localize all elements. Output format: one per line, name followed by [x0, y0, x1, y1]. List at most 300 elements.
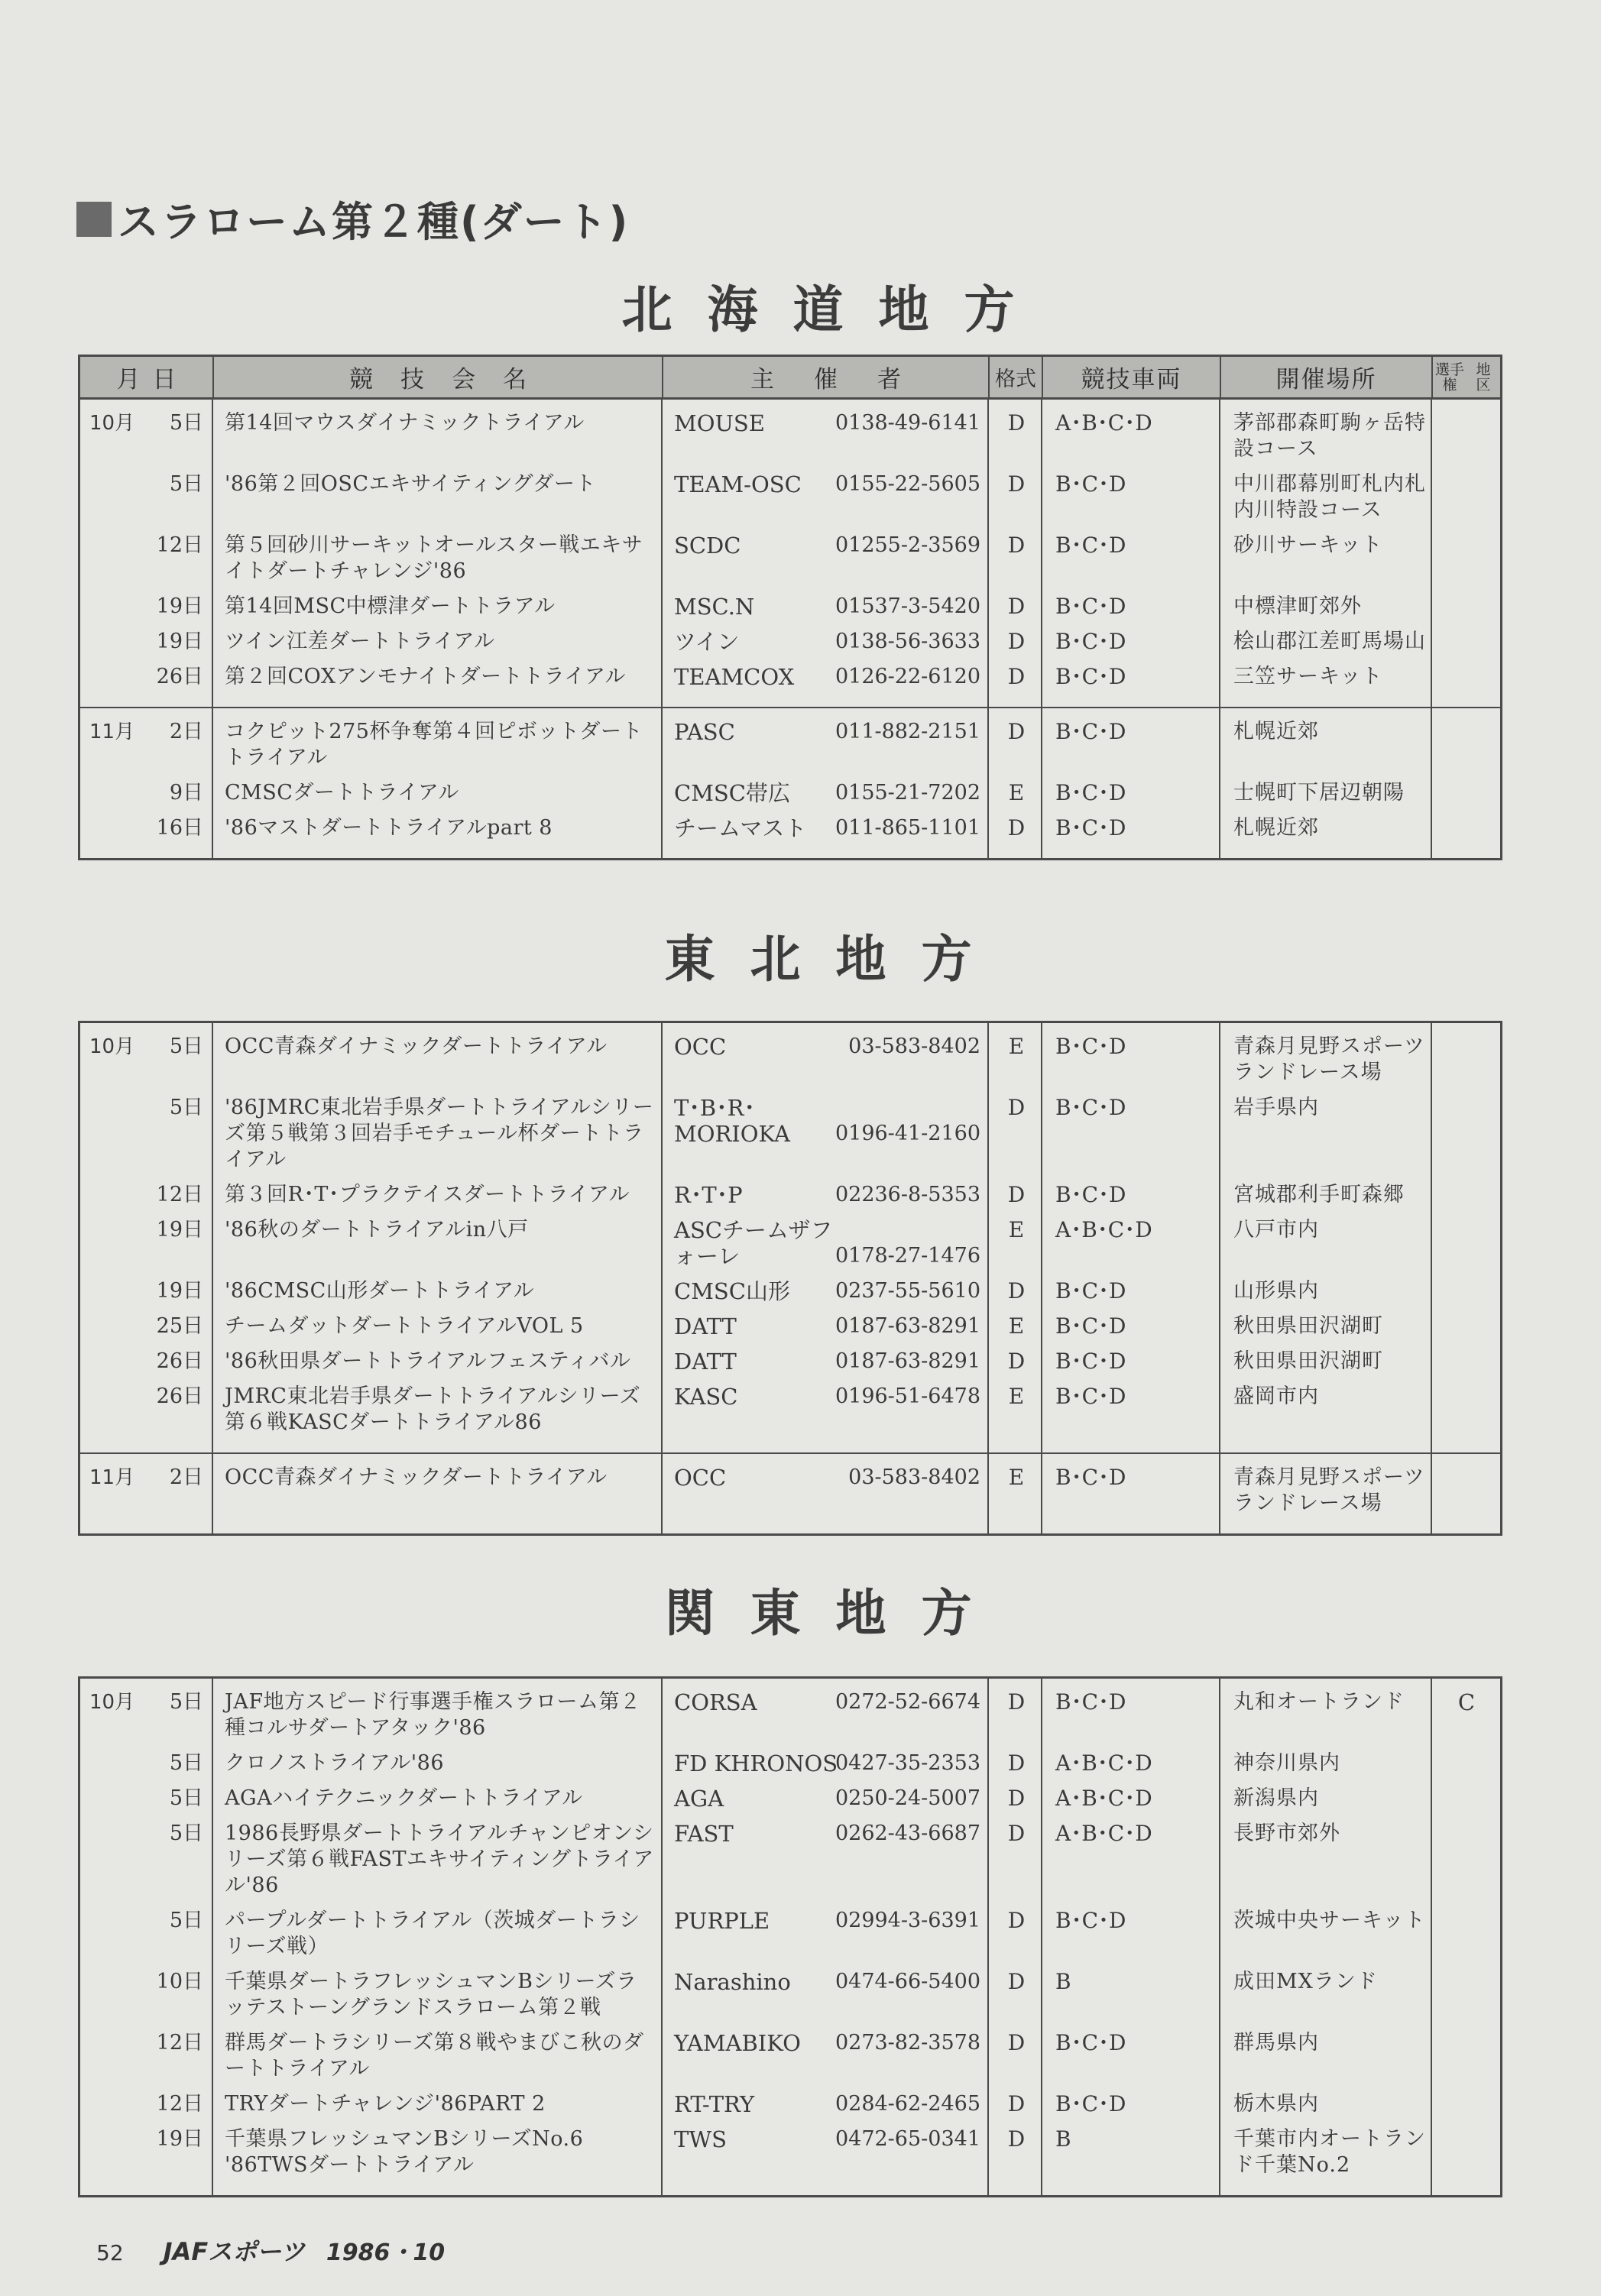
- venue: 新潟県内: [1233, 1786, 1319, 1810]
- organizer-phone: 03-583-8402: [848, 1035, 980, 1058]
- page-footer: [96, 2233, 445, 2268]
- table-row: [80, 410, 1500, 462]
- venue: 中川郡幕別町札内札内川特設コース: [1233, 472, 1426, 522]
- championship-region: [1433, 1821, 1500, 1899]
- event-format: D: [1007, 2030, 1026, 2055]
- championship-region: [1433, 1384, 1500, 1436]
- event-day: 5日: [169, 1786, 203, 1810]
- table-row: [80, 1786, 1500, 1812]
- organizer-cell: [663, 2091, 990, 2117]
- vehicle-classes: B･C･D: [1055, 1034, 1126, 1059]
- vehicle-classes: A･B･C･D: [1055, 1786, 1152, 1811]
- organizer-cell: [663, 1786, 990, 1812]
- venue: 三笠サーキット: [1233, 665, 1383, 688]
- organizer-phone: 0472-65-0341: [835, 2127, 980, 2151]
- organizer-phone: 0250-24-5007: [835, 1786, 980, 1810]
- event-month: 11月: [89, 1466, 135, 1489]
- event-day: 16日: [156, 816, 203, 840]
- event-day: 2日: [169, 720, 203, 743]
- event-name: TRYダートチャレンジ'86PART 2: [225, 2092, 546, 2116]
- organizer-name: CMSC山形: [674, 1278, 790, 1304]
- organizer-phone: 0138-56-3633: [835, 630, 980, 653]
- event-format: D: [1007, 1182, 1026, 1207]
- championship-region: [1433, 1465, 1500, 1517]
- organizer-cell: [663, 780, 990, 806]
- table-row: [80, 664, 1500, 690]
- event-format: D: [1007, 1821, 1026, 1846]
- table-row: [80, 533, 1500, 585]
- organizer-name: TWS: [674, 2126, 728, 2152]
- event-name: ツイン江差ダートトライアル: [225, 630, 495, 653]
- venue: 千葉市内オートランド千葉No.2: [1233, 2127, 1426, 2177]
- table-body: [80, 400, 1500, 858]
- organizer-name: DATT: [674, 1349, 737, 1375]
- vehicle-classes: B･C･D: [1055, 594, 1126, 619]
- organizer-phone: 0427-35-2353: [835, 1751, 980, 1775]
- organizer-cell: [663, 1278, 990, 1304]
- organizer-phone: 011-865-1101: [835, 816, 980, 840]
- venue: 長野市郊外: [1233, 1822, 1340, 1845]
- event-name: 第３回R･T･プラクテイスダートトライアル: [225, 1183, 630, 1206]
- table-body: [80, 1023, 1500, 1533]
- table-row: [80, 1217, 1500, 1269]
- championship-region: [1433, 2091, 1500, 2117]
- event-format: E: [1008, 1465, 1025, 1490]
- venue: 丸和オートランド: [1233, 1690, 1405, 1714]
- event-month: [80, 1969, 149, 2021]
- organizer-phone: 0474-66-5400: [835, 1970, 980, 1993]
- organizer-phone: 02236-8-5353: [835, 1183, 980, 1206]
- championship-region: [1433, 815, 1500, 841]
- vehicle-classes: B･C･D: [1055, 1313, 1126, 1339]
- table-row: [80, 1689, 1500, 1741]
- event-day: 12日: [156, 2031, 203, 2055]
- table-row: [80, 719, 1500, 771]
- vehicle-classes: B･C･D: [1055, 1689, 1126, 1715]
- table-header: [80, 357, 1505, 400]
- table-row: [80, 2091, 1500, 2117]
- championship-region: [1433, 533, 1500, 585]
- vehicle-classes: A･B･C･D: [1055, 1217, 1152, 1242]
- event-day: 2日: [169, 1465, 203, 1489]
- event-format: D: [1007, 719, 1026, 744]
- vehicle-classes: B･C･D: [1055, 471, 1126, 497]
- venue: 秋田県田沢湖町: [1233, 1349, 1383, 1373]
- championship-region: [1433, 1349, 1500, 1375]
- organizer-phone: 0196-41-2160: [835, 1122, 980, 1145]
- table-row: [80, 1969, 1500, 2021]
- event-format: D: [1007, 1349, 1026, 1374]
- event-format: E: [1008, 1313, 1025, 1339]
- event-day: 5日: [169, 1096, 203, 1119]
- venue: 札幌近郊: [1233, 816, 1319, 840]
- event-month: [80, 2126, 149, 2178]
- vehicle-classes: B･C･D: [1055, 815, 1126, 840]
- championship-region: [1433, 1786, 1500, 1812]
- table-row: [80, 1384, 1500, 1436]
- organizer-phone: 0273-82-3578: [835, 2031, 980, 2055]
- venue: 青森月見野スポーツランドレース場: [1233, 1465, 1425, 1515]
- event-day: 5日: [169, 472, 203, 496]
- month-group: [80, 1454, 1500, 1533]
- event-format: D: [1007, 1095, 1026, 1120]
- event-name: チームダットダートトライアルVOL 5: [225, 1314, 584, 1338]
- venue: 群馬県内: [1233, 2031, 1319, 2055]
- page-number: 52: [96, 2240, 124, 2265]
- organizer-cell: [663, 1908, 990, 1960]
- event-day: 19日: [156, 1218, 203, 1242]
- organizer-cell: [663, 1750, 990, 1776]
- event-format: D: [1007, 629, 1026, 654]
- event-month: [80, 2091, 149, 2117]
- vehicle-classes: B･C･D: [1055, 664, 1126, 689]
- event-day: 19日: [156, 630, 203, 653]
- event-name: AGAハイテクニックダートトライアル: [225, 1786, 583, 1810]
- event-name: 千葉県フレッシュマンBシリーズNo.6 '86TWSダートトライアル: [225, 2127, 584, 2177]
- venue: 栃木県内: [1233, 2092, 1319, 2116]
- event-name: '86CMSC山形ダートトライアル: [225, 1279, 535, 1303]
- schedule-table-kanto: [78, 1676, 1502, 2197]
- event-format: D: [1007, 664, 1026, 689]
- month-group: [80, 708, 1500, 858]
- championship-region: [1433, 2030, 1500, 2082]
- organizer-cell: [663, 1182, 990, 1208]
- event-day: 12日: [156, 2092, 203, 2116]
- organizer-name: TEAM-OSC: [674, 471, 802, 497]
- organizer-cell: [663, 815, 990, 841]
- venue: 岩手県内: [1233, 1096, 1319, 1119]
- championship-region: [1433, 719, 1500, 771]
- vehicle-classes: A･B･C･D: [1055, 1750, 1152, 1776]
- organizer-cell: [663, 410, 990, 462]
- event-name: OCC青森ダイナミックダートトライアル: [225, 1035, 608, 1058]
- event-day: 5日: [169, 1822, 203, 1845]
- table-row: [80, 1034, 1500, 1086]
- championship-region: [1433, 629, 1500, 655]
- table-row: [80, 1278, 1500, 1304]
- championship-region: [1433, 410, 1500, 462]
- venue: 桧山郡江差町馬場山: [1233, 630, 1426, 653]
- vehicle-classes: B･C･D: [1055, 1465, 1126, 1490]
- organizer-phone: 011-882-2151: [835, 720, 980, 743]
- organizer-name: FAST: [674, 1821, 734, 1847]
- event-month: [80, 1349, 149, 1375]
- table-row: [80, 780, 1500, 806]
- event-day: 19日: [156, 594, 203, 618]
- table-row: [80, 629, 1500, 655]
- vehicle-classes: B･C･D: [1055, 1349, 1126, 1374]
- venue: 成田MXランド: [1233, 1970, 1378, 1993]
- organizer-name: Narashino: [674, 1969, 791, 1995]
- championship-region: [1433, 1278, 1500, 1304]
- schedule-table-hokkaido: [78, 355, 1505, 860]
- schedule-table-tohoku: [78, 1021, 1502, 1536]
- venue: 八戸市内: [1233, 1218, 1319, 1242]
- organizer-cell: [663, 664, 990, 690]
- event-name: パープルダートトライアル（茨城ダートラシリーズ戦）: [225, 1909, 640, 1958]
- event-month: [80, 594, 149, 620]
- organizer-name: ASCチームザフォーレ: [674, 1217, 833, 1269]
- organizer-name: TEAMCOX: [674, 664, 795, 690]
- organizer-cell: [663, 1821, 990, 1899]
- organizer-phone: 01537-3-5420: [835, 594, 980, 618]
- organizer-phone: 03-583-8402: [848, 1465, 980, 1489]
- event-month: [80, 664, 149, 690]
- organizer-phone: 0138-49-6141: [835, 411, 980, 435]
- organizer-cell: [663, 2030, 990, 2082]
- venue: 中標津町郊外: [1233, 594, 1362, 618]
- month-group: [80, 400, 1500, 708]
- organizer-cell: [663, 1095, 990, 1173]
- vehicle-classes: B･C･D: [1055, 1908, 1126, 1933]
- championship-region: [1433, 594, 1500, 620]
- event-day: 19日: [156, 1279, 203, 1303]
- organizer-phone: 0187-63-8291: [835, 1314, 980, 1338]
- championship-region: C: [1457, 1689, 1476, 1715]
- event-format: E: [1008, 1034, 1025, 1059]
- organizer-cell: [663, 1034, 990, 1086]
- venue: 盛岡市内: [1233, 1384, 1319, 1408]
- event-day: 9日: [169, 781, 203, 805]
- event-name: JMRC東北岩手県ダートトライアルシリーズ第６戦KASCダートトライアル86: [225, 1384, 641, 1434]
- issue-date: 1986・10: [326, 2239, 446, 2266]
- event-month: [80, 1217, 149, 1269]
- event-name: 第14回MSC中標津ダートトラアル: [225, 594, 556, 618]
- organizer-name: OCC: [674, 1034, 727, 1060]
- organizer-name: R･T･P: [674, 1182, 743, 1208]
- organizer-phone: 0155-22-5605: [835, 472, 980, 496]
- organizer-cell: [663, 1349, 990, 1375]
- event-day: 12日: [156, 1183, 203, 1206]
- header-date: 月日: [80, 357, 214, 397]
- event-name: '86マストダートトライアルpart 8: [225, 816, 553, 840]
- venue: 山形県内: [1233, 1279, 1319, 1303]
- organizer-name: ツイン: [674, 629, 740, 655]
- event-name: CMSCダートトライアル: [225, 781, 459, 805]
- organizer-cell: [663, 1384, 990, 1436]
- event-format: D: [1007, 815, 1026, 840]
- region-title-tohoku: 東北地方: [664, 930, 1007, 989]
- event-format: D: [1007, 1689, 1026, 1715]
- region-title-hokkaido: 北海道地方: [621, 280, 1050, 339]
- championship-region: [1433, 471, 1500, 523]
- event-month: [80, 1821, 149, 1899]
- event-month: [80, 1786, 149, 1812]
- organizer-cell: [663, 629, 990, 655]
- month-group: [80, 1679, 1500, 2195]
- organizer-name: CORSA: [674, 1689, 757, 1715]
- event-month: [80, 1095, 149, 1173]
- event-month: [80, 1908, 149, 1960]
- event-name: 千葉県ダートラフレッシュマンBシリーズラッテストーングランドスラローム第２戦: [225, 1970, 637, 2019]
- organizer-name: MSC.N: [674, 594, 755, 620]
- event-format: D: [1007, 594, 1026, 619]
- organizer-phone: 02994-3-6391: [835, 1909, 980, 1932]
- vehicle-classes: B･C･D: [1055, 2091, 1126, 2116]
- table-row: [80, 1465, 1500, 1517]
- organizer-phone: 01255-2-3569: [835, 533, 980, 557]
- table-row: [80, 594, 1500, 620]
- table-row: [80, 1182, 1500, 1208]
- organizer-phone: 0178-27-1476: [835, 1244, 980, 1268]
- event-name: '86秋のダートトライアルin八戸: [225, 1218, 529, 1242]
- vehicle-classes: B･C･D: [1055, 2030, 1126, 2055]
- organizer-cell: [663, 471, 990, 523]
- championship-region: [1433, 1034, 1500, 1086]
- event-format: D: [1007, 1969, 1026, 1994]
- vehicle-classes: B･C･D: [1055, 533, 1126, 558]
- venue: 茨城中央サーキット: [1233, 1909, 1426, 1932]
- organizer-name: CMSC帯広: [674, 780, 790, 806]
- organizer-cell: [663, 1217, 990, 1269]
- header-classes: 競技車両: [1043, 357, 1221, 397]
- table-row: [80, 1750, 1500, 1776]
- table-row: [80, 1349, 1500, 1375]
- event-month: [80, 1182, 149, 1208]
- table-row: [80, 2126, 1500, 2178]
- square-bullet-icon: [76, 202, 112, 237]
- venue: 青森月見野スポーツランドレース場: [1233, 1035, 1425, 1084]
- championship-region: [1433, 664, 1500, 690]
- venue: 茅部郡森町駒ヶ岳特設コース: [1233, 411, 1426, 461]
- section-title-text: スラローム第２種(ダート): [118, 198, 630, 246]
- event-format: E: [1008, 780, 1025, 805]
- header-championship: 選手権 地 区: [1434, 361, 1505, 393]
- venue: 札幌近郊: [1233, 720, 1319, 743]
- event-day: 26日: [156, 1384, 203, 1408]
- championship-region: [1433, 1313, 1500, 1339]
- event-day: 25日: [156, 1314, 203, 1338]
- event-month: [80, 471, 149, 523]
- venue: 砂川サーキット: [1233, 533, 1383, 557]
- championship-region: [1433, 780, 1500, 806]
- event-name: コクピット275杯争奪第４回ピボットダートトライアル: [225, 720, 643, 769]
- organizer-phone: 0196-51-6478: [835, 1384, 980, 1408]
- organizer-name: KASC: [674, 1384, 738, 1410]
- event-month: [80, 815, 149, 841]
- event-day: 19日: [156, 2127, 203, 2151]
- event-name: 第５回砂川サーキットオールスター戦エキサイトダートチャレンジ'86: [225, 533, 643, 583]
- event-format: E: [1008, 1217, 1025, 1242]
- organizer-phone: 0155-21-7202: [835, 781, 980, 805]
- event-day: 5日: [169, 1035, 203, 1058]
- venue: 秋田県田沢湖町: [1233, 1314, 1383, 1338]
- championship-region: [1433, 1182, 1500, 1208]
- table-body: [80, 1679, 1500, 2195]
- event-format: D: [1007, 1278, 1026, 1303]
- event-format: D: [1007, 410, 1026, 436]
- organizer-name: AGA: [674, 1786, 724, 1812]
- table-row: [80, 1821, 1500, 1899]
- table-row: [80, 1095, 1500, 1173]
- championship-region: [1433, 1095, 1500, 1173]
- organizer-cell: [663, 533, 990, 585]
- event-month: 10月: [89, 412, 135, 435]
- event-name: クロノストライアル'86: [225, 1751, 444, 1775]
- vehicle-classes: A･B･C･D: [1055, 410, 1152, 436]
- event-month: [80, 1750, 149, 1776]
- organizer-name: MOUSE: [674, 410, 765, 436]
- championship-region: [1433, 1750, 1500, 1776]
- table-row: [80, 2030, 1500, 2082]
- event-name: 1986長野県ダートトライアルチャンピオンシリーズ第６戦FASTエキサイティングトライアル'86: [225, 1822, 654, 1897]
- organizer-phone: 0284-62-2465: [835, 2092, 980, 2116]
- event-month: [80, 1384, 149, 1436]
- venue: 士幌町下居辺朝陽: [1233, 781, 1405, 805]
- organizer-name: YAMABIKO: [674, 2030, 801, 2056]
- event-name: '86秋田県ダートトライアルフェスティバル: [225, 1349, 631, 1373]
- event-month: [80, 780, 149, 806]
- table-row: [80, 1908, 1500, 1960]
- championship-region: [1433, 2126, 1500, 2178]
- event-format: D: [1007, 2126, 1026, 2152]
- vehicle-classes: B･C･D: [1055, 1384, 1126, 1409]
- event-format: D: [1007, 1750, 1026, 1776]
- organizer-cell: [663, 594, 990, 620]
- event-format: D: [1007, 1786, 1026, 1811]
- header-venue: 開催場所: [1221, 357, 1433, 397]
- organizer-phone: 0237-55-5610: [835, 1279, 980, 1303]
- event-name: '86JMRC東北岩手県ダートトライアルシリーズ第５戦第３回岩手モチュール杯ダートトライアル: [225, 1096, 654, 1171]
- table-row: [80, 471, 1500, 523]
- event-name: 第14回マウスダイナミックトライアル: [225, 411, 585, 435]
- event-format: E: [1008, 1384, 1025, 1409]
- organizer-name: T･B･R･MORIOKA: [674, 1095, 790, 1147]
- championship-region: [1433, 1908, 1500, 1960]
- event-format: D: [1007, 533, 1026, 558]
- organizer-name: PASC: [674, 719, 735, 745]
- venue: 宮城郡利手町森郷: [1233, 1183, 1405, 1206]
- event-day: 26日: [156, 665, 203, 688]
- event-format: D: [1007, 471, 1026, 497]
- event-day: 5日: [169, 411, 203, 435]
- event-day: 26日: [156, 1349, 203, 1373]
- table-row: [80, 815, 1500, 841]
- event-month: [80, 533, 149, 585]
- vehicle-classes: B: [1055, 2126, 1071, 2152]
- organizer-name: OCC: [674, 1465, 727, 1491]
- organizer-phone: 0187-63-8291: [835, 1349, 980, 1373]
- region-title-kanto: 関東地方: [664, 1584, 1007, 1643]
- event-month: 11月: [89, 721, 135, 743]
- organizer-name: PURPLE: [674, 1908, 770, 1934]
- championship-region: [1433, 1969, 1500, 2021]
- header-format: 格式: [990, 357, 1043, 397]
- venue: 神奈川県内: [1233, 1751, 1340, 1775]
- header-name: 競技会名: [214, 357, 663, 397]
- organizer-name: チームマスト: [674, 815, 807, 841]
- vehicle-classes: B･C･D: [1055, 719, 1126, 744]
- organizer-name: RT-TRY: [674, 2091, 755, 2117]
- organizer-cell: [663, 1689, 990, 1741]
- event-format: D: [1007, 2091, 1026, 2116]
- organizer-cell: [663, 719, 990, 771]
- event-day: 5日: [169, 1690, 203, 1714]
- organizer-name: DATT: [674, 1313, 737, 1339]
- month-group: [80, 1023, 1500, 1454]
- vehicle-classes: B･C･D: [1055, 629, 1126, 654]
- organizer-phone: 0126-22-6120: [835, 665, 980, 688]
- event-name: OCC青森ダイナミックダートトライアル: [225, 1465, 608, 1489]
- event-name: 群馬ダートラシリーズ第８戦やまびこ秋のダートトライアル: [225, 2031, 644, 2081]
- event-month: 10月: [89, 1035, 135, 1058]
- event-day: 12日: [156, 533, 203, 557]
- organizer-cell: [663, 1313, 990, 1339]
- organizer-phone: 0272-52-6674: [835, 1690, 980, 1714]
- event-day: 10日: [156, 1970, 203, 1993]
- event-month: [80, 629, 149, 655]
- event-day: 5日: [169, 1751, 203, 1775]
